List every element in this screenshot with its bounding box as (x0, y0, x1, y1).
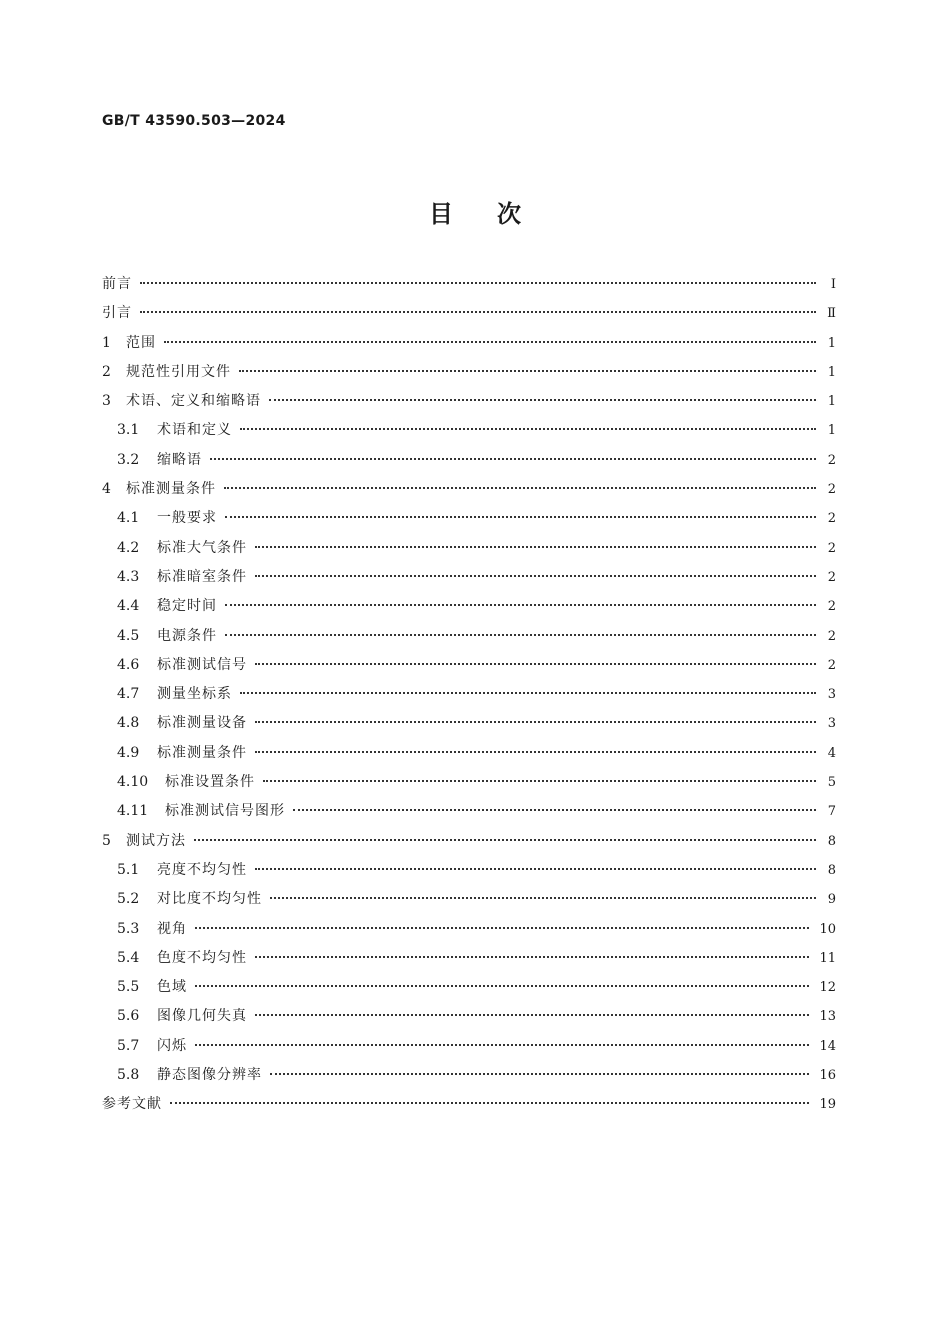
toc-dot-leader (195, 985, 809, 987)
toc-entry[interactable] (102, 387, 836, 416)
toc-dot-leader (255, 546, 816, 548)
toc-entry-title: 规范性引用文件 (126, 363, 231, 380)
toc-entry[interactable] (102, 299, 836, 328)
toc-entry-page: Ⅱ (827, 306, 836, 322)
toc-entry[interactable] (102, 739, 836, 768)
toc-entry-title: 标准测量条件 (126, 481, 216, 498)
toc-entry-title: 色度不均匀性 (157, 949, 247, 966)
toc-entry-page: 16 (819, 1068, 836, 1084)
toc-entry-number: 1 (102, 334, 111, 351)
toc-entry-number: 3.2 (117, 451, 140, 468)
toc-entry-number: 5.3 (117, 920, 140, 937)
toc-entry[interactable] (102, 973, 836, 1002)
toc-entry[interactable] (102, 358, 836, 387)
toc-entry-page: 8 (827, 862, 836, 878)
toc-entry-number: 3 (102, 393, 111, 410)
toc-entry-page: 1 (827, 394, 836, 410)
toc-entry-title: 色域 (157, 979, 187, 996)
toc-dot-leader (239, 370, 816, 372)
toc-entry-page: 10 (819, 921, 836, 937)
toc-entry-title: 术语、定义和缩略语 (126, 393, 261, 410)
toc-dot-leader (210, 458, 816, 460)
toc-entry[interactable] (102, 1002, 836, 1031)
toc-entry-page: 3 (827, 716, 836, 732)
toc-entry-number: 4.3 (117, 568, 140, 585)
toc-entry-number: 5.2 (117, 891, 140, 908)
toc-entry-number: 5.5 (117, 979, 140, 996)
toc-entry[interactable] (102, 504, 836, 533)
toc-dot-leader (140, 311, 816, 313)
toc-entry[interactable] (102, 915, 836, 944)
toc-entry[interactable] (102, 563, 836, 592)
toc-dot-leader (255, 721, 816, 723)
toc-entry-title: 静态图像分辨率 (157, 1067, 262, 1084)
toc-entry-number: 2 (102, 363, 111, 380)
toc-entry-title: 对比度不均匀性 (157, 891, 262, 908)
toc-entry-title: 标准测试信号图形 (165, 803, 285, 820)
toc-entry-title: 标准测试信号 (157, 656, 247, 673)
toc-entry-page: 9 (827, 892, 836, 908)
toc-dot-leader (164, 341, 816, 343)
toc-entry-number: 4.7 (117, 686, 140, 703)
toc-dot-leader (170, 1102, 809, 1104)
toc-entry[interactable] (102, 1061, 836, 1090)
toc-entry[interactable] (102, 534, 836, 563)
toc-dot-leader (263, 780, 816, 782)
toc-entry-title: 稳定时间 (157, 598, 217, 615)
toc-entry[interactable] (102, 709, 836, 738)
toc-dot-leader (255, 956, 809, 958)
toc-entry-title: 闪烁 (157, 1037, 187, 1054)
toc-entry-number: 4.5 (117, 627, 140, 644)
toc-entry[interactable] (102, 1032, 836, 1061)
toc-entry-title: 范围 (126, 334, 156, 351)
page-title: 目次 (429, 200, 565, 228)
toc-entry-page: 5 (827, 775, 836, 791)
toc-entry-number: 5 (102, 832, 111, 849)
toc-entry-number: 5.4 (117, 949, 140, 966)
toc-entry-number: 4.10 (117, 774, 149, 791)
toc-entry-page: 2 (827, 452, 836, 468)
toc-entry-number: 5.7 (117, 1037, 140, 1054)
standard-number: GB/T 43590.503—2024 (102, 113, 286, 129)
toc-entry-number: 5.6 (117, 1008, 140, 1025)
toc-dot-leader (195, 1044, 809, 1046)
toc-entry-title: 引言 (102, 305, 132, 322)
toc-entry[interactable] (102, 592, 836, 621)
toc-entry-title: 术语和定义 (157, 422, 232, 439)
toc-entry[interactable] (102, 768, 836, 797)
toc-entry-page: 2 (827, 569, 836, 585)
toc-entry[interactable] (102, 329, 836, 358)
toc-entry-number: 4.6 (117, 656, 140, 673)
toc-entry-page: 1 (827, 423, 836, 439)
toc-entry-page: 2 (827, 540, 836, 556)
toc-entry[interactable] (102, 827, 836, 856)
toc-entry[interactable] (102, 270, 836, 299)
toc-dot-leader (270, 897, 816, 899)
toc-dot-leader (194, 839, 816, 841)
toc-entry-title: 电源条件 (157, 627, 217, 644)
toc-entry-page: 13 (819, 1009, 836, 1025)
toc-dot-leader (195, 927, 809, 929)
toc-entry-number: 4.11 (117, 803, 149, 820)
toc-dot-leader (140, 282, 816, 284)
toc-entry-page: 3 (827, 687, 836, 703)
toc-entry-title: 一般要求 (157, 510, 217, 527)
toc-entry-page: 12 (819, 980, 836, 996)
toc-entry[interactable] (102, 1090, 836, 1119)
toc-entry-title: 测量坐标系 (157, 686, 232, 703)
toc-entry-page: 14 (819, 1038, 836, 1054)
toc-dot-leader (225, 516, 816, 518)
toc-entry[interactable] (102, 797, 836, 826)
toc-dot-leader (255, 1014, 809, 1016)
toc-entry-title: 标准测量条件 (157, 744, 247, 761)
toc-entry-number: 4 (102, 481, 111, 498)
toc-entry-title: 测试方法 (126, 832, 186, 849)
toc-entry-page: 1 (827, 335, 836, 351)
toc-entry[interactable] (102, 446, 836, 475)
toc-entry-number: 5.8 (117, 1067, 140, 1084)
toc-entry-page: 2 (827, 511, 836, 527)
toc-entry-title: 标准设置条件 (165, 774, 255, 791)
toc-entry-page: 8 (827, 833, 836, 849)
toc-dot-leader (224, 487, 816, 489)
toc-dot-leader (255, 575, 816, 577)
toc-entry-page: 1 (827, 364, 836, 380)
toc-entry-page: 2 (827, 657, 836, 673)
toc-dot-leader (293, 809, 816, 811)
toc-entry-title: 视角 (157, 920, 187, 937)
toc-entry-number: 4.8 (117, 715, 140, 732)
toc-dot-leader (270, 1073, 809, 1075)
toc-dot-leader (255, 868, 816, 870)
toc-entry-title: 图像几何失真 (157, 1008, 247, 1025)
toc-entry-title: 标准大气条件 (157, 539, 247, 556)
toc-entry-title: 前言 (102, 276, 132, 292)
toc-dot-leader (225, 604, 816, 606)
toc-dot-leader (240, 428, 816, 430)
toc-entry[interactable] (102, 944, 836, 973)
toc-entry[interactable] (102, 885, 836, 914)
toc-entry-title: 标准测量设备 (157, 715, 247, 732)
toc-entry-title: 缩略语 (157, 451, 202, 468)
toc-dot-leader (225, 634, 816, 636)
toc-entry[interactable] (102, 680, 836, 709)
toc-dot-leader (269, 399, 816, 401)
toc-entry-number: 4.1 (117, 510, 140, 527)
toc-entry-number: 4.2 (117, 539, 140, 556)
toc-entry-page: 2 (827, 599, 836, 615)
toc-entry-number: 4.9 (117, 744, 140, 761)
toc-dot-leader (255, 663, 816, 665)
toc-entry[interactable] (102, 856, 836, 885)
toc-entry-title: 参考文献 (102, 1096, 162, 1113)
toc-entry-page: 19 (819, 1097, 836, 1113)
toc-entry-title: 亮度不均匀性 (157, 861, 247, 878)
toc-entry[interactable] (102, 651, 836, 680)
toc-entry[interactable] (102, 622, 836, 651)
toc-dot-leader (240, 692, 816, 694)
toc-entry-page: 7 (827, 804, 836, 820)
toc-dot-leader (255, 751, 816, 753)
toc-entry[interactable] (102, 416, 836, 445)
toc-entry-title: 标准暗室条件 (157, 568, 247, 585)
toc-entry[interactable] (102, 475, 836, 504)
toc-entry-number: 4.4 (117, 598, 140, 615)
toc-entry-page: 2 (827, 482, 836, 498)
toc-entry-page: 2 (827, 628, 836, 644)
table-of-contents (102, 270, 836, 1120)
toc-entry-number: 3.1 (117, 422, 140, 439)
toc-entry-page: 4 (827, 745, 836, 761)
toc-entry-page: 11 (819, 950, 836, 966)
toc-entry-number: 5.1 (117, 861, 140, 878)
toc-entry-page: Ⅰ (830, 277, 836, 292)
